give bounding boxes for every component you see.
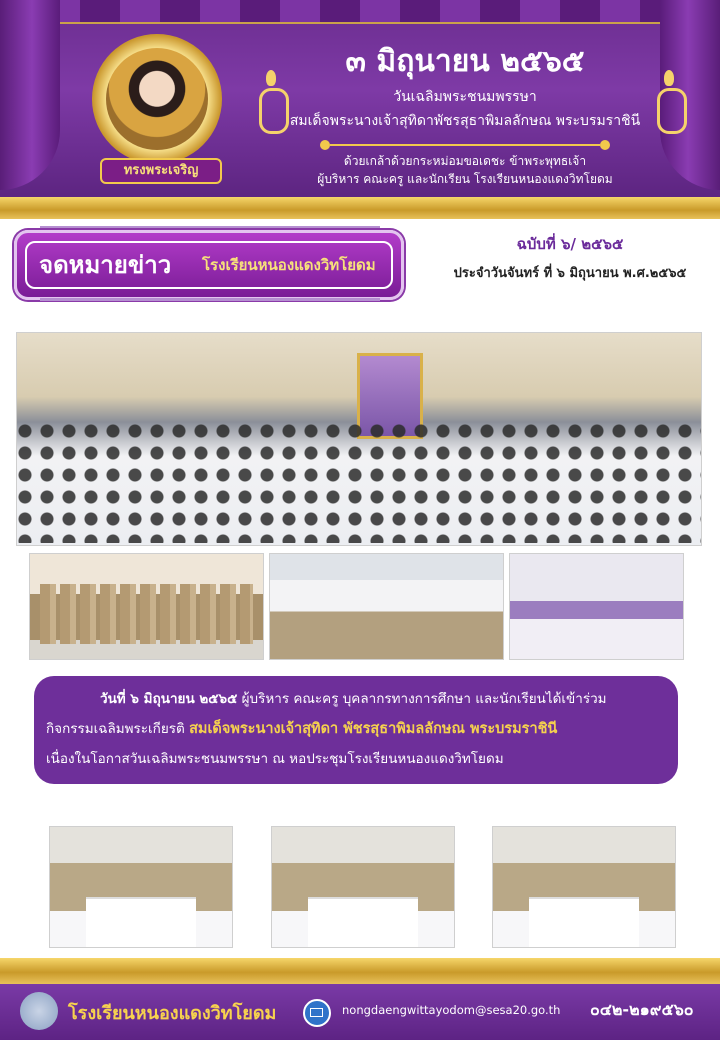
royal-portrait (106, 48, 208, 150)
banner-blessing-1: ด้วยเกล้าด้วยกระหม่อมขอเดชะ ข้าพระพุทธเจ้า (343, 154, 587, 168)
school-logo (20, 992, 58, 1030)
banner-occasion: วันเฉลิมพระชนมพรรษา (393, 89, 537, 105)
footer-gold-strip (0, 958, 720, 984)
issue-date: ประจำวันจันทร์ ที่ ๖ มิถุนายน พ.ศ.๒๕๖๕ (453, 266, 687, 281)
caption-line-3: เนื่องในโอกาสวันเฉลิมพระชนมพรรษา ณ หอประชุมโรงเรียนหนองแดงวิทโยดม (46, 751, 504, 767)
royal-banner (0, 0, 720, 200)
newsletter-school-name: โรงเรียนหนองแดงวิทโยดม (202, 256, 376, 274)
caption-royal-highlight: สมเด็จพระนางเจ้าสุทิดา พัชรสุธาพิมลลักษณ พระบรมราชินี (189, 721, 558, 737)
decorative-line (40, 226, 380, 229)
decorative-line (40, 298, 380, 301)
signing-photo-2 (271, 826, 455, 948)
teachers-assembly-photo (269, 553, 504, 660)
signing-photo-3 (492, 826, 676, 948)
newsletter-title: จดหมายข่าว (39, 250, 172, 279)
stage-ceremony-photo (509, 553, 684, 660)
signing-photo-1 (49, 826, 233, 948)
footer (0, 984, 720, 1040)
gold-strip (0, 197, 720, 219)
curtain-valance (0, 0, 720, 24)
staff-group-photo (29, 553, 264, 660)
royal-portrait-frame (92, 34, 222, 164)
banner-blessing-2: ผู้บริหาร คณะครู และนักเรียน โรงเรียนหนองแดงวิทโยดม (317, 172, 613, 186)
portrait-ribbon: ทรงพระเจริญ (100, 158, 222, 184)
banner-royal-name: สมเด็จพระนางเจ้าสุทิดาพัชรสุธาพิมลลักษณ พระบรมราชินี (289, 113, 641, 129)
footer-school-name: โรงเรียนหนองแดงวิทโยดม (68, 1003, 277, 1024)
newsletter-badge (14, 230, 404, 300)
issue-number: ฉบับที่ ๖/ ๒๕๖๕ (516, 235, 624, 253)
banner-date-title: ๓ มิถุนายน ๒๕๖๕ (345, 44, 585, 79)
caption-line-2: กิจกรรมเฉลิมพระเกียรติ (46, 721, 190, 737)
assembly-main-photo (16, 332, 702, 546)
mail-icon (303, 999, 331, 1027)
footer-phone[interactable]: ๐๔๒-๒๑๙๕๖๐ (590, 1000, 694, 1019)
caption-line-1: ผู้บริหาร คณะครู บุคลากรทางการศึกษา และนักเรียนได้เข้าร่วม (237, 691, 607, 707)
footer-email[interactable]: nongdaengwittayodom@sesa20.go.th (342, 1003, 561, 1017)
ornament-divider (320, 140, 610, 150)
caption-text (34, 676, 678, 784)
left-curtain (0, 0, 60, 190)
audience (17, 423, 701, 543)
caption-date: วันที่ ๖ มิถุนายน ๒๕๖๕ (100, 691, 238, 707)
